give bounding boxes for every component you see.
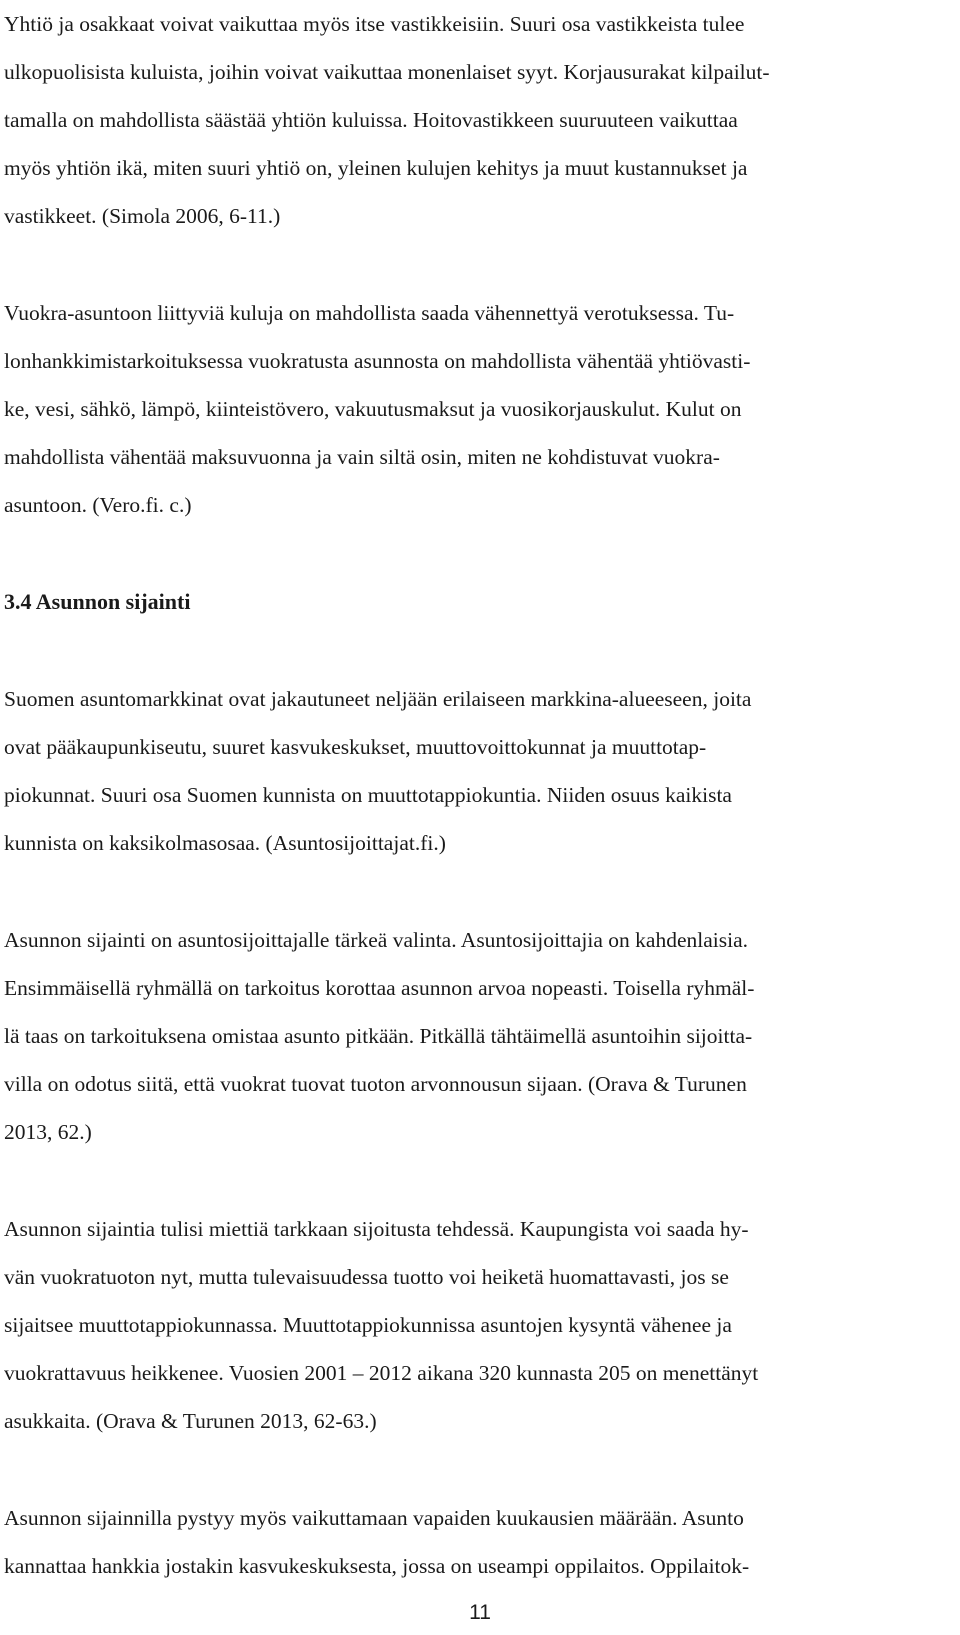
text-line: tamalla on mahdollista säästää yhtiön kuluissa. Hoitovastikkeen suuruuteen vaikuttaa bbox=[4, 108, 738, 132]
section-heading: 3.4 Asunnon sijainti bbox=[4, 589, 191, 614]
paragraph-gap bbox=[4, 1156, 934, 1205]
page-content bbox=[4, 0, 934, 1590]
paragraph-gap bbox=[4, 529, 934, 578]
paragraph-gap bbox=[4, 240, 934, 289]
text-line: ulkopuolisista kuluista, joihin voivat vaikuttaa monenlaiset syyt. Korjausurakat kilpailut- bbox=[4, 60, 770, 84]
paragraph-gap bbox=[4, 1445, 934, 1494]
text-line: kunnista on kaksikolmasosaa. (Asuntosijoittajat.fi.) bbox=[4, 831, 446, 855]
paragraph-housing-markets bbox=[4, 675, 934, 867]
text-line: mahdollista vähentää maksuvuonna ja vain siltä osin, miten ne kohdistuvat vuokra- bbox=[4, 445, 720, 469]
page-number: 11 bbox=[469, 1601, 491, 1624]
text-line: Asunnon sijainnilla pystyy myös vaikuttamaan vapaiden kuukausien määrään. Asunto bbox=[4, 1506, 744, 1530]
text-line: Asunnon sijainti on asuntosijoittajalle tärkeä valinta. Asuntosijoittajia on kahdenlaisia. bbox=[4, 928, 749, 952]
text-line: asuntoon. (Vero.fi. c.) bbox=[4, 493, 192, 517]
text-line: lä taas on tarkoituksena omistaa asunto pitkään. Pitkällä tähtäimellä asuntoihin sijoitta- bbox=[4, 1024, 753, 1048]
text-line: villa on odotus siitä, että vuokrat tuovat tuoton arvonnousun sijaan. (Orava & Turunen bbox=[4, 1072, 747, 1096]
paragraph-vacancy-months bbox=[4, 1494, 934, 1590]
text-line: Suomen asuntomarkkinat ovat jakautuneet neljään erilaiseen markkina-alueeseen, joita bbox=[4, 687, 752, 711]
paragraph-location-choice bbox=[4, 1205, 934, 1445]
text-line: vän vuokratuoton nyt, mutta tulevaisuudessa tuotto voi heiketä huomattavasti, jos se bbox=[4, 1265, 729, 1289]
text-line: piokunnat. Suuri osa Suomen kunnista on muuttotappiokuntia. Niiden osuus kaikista bbox=[4, 783, 732, 807]
text-line: asukkaita. (Orava & Turunen 2013, 62-63.) bbox=[4, 1409, 377, 1433]
text-line: vuokrattavuus heikkenee. Vuosien 2001 – 2012 aikana 320 kunnasta 205 on menettänyt bbox=[4, 1361, 759, 1385]
text-line: Asunnon sijaintia tulisi miettiä tarkkaan sijoitusta tehdessä. Kaupungista voi saada hy- bbox=[4, 1217, 749, 1241]
text-line: Yhtiö ja osakkaat voivat vaikuttaa myös itse vastikkeisiin. Suuri osa vastikkeista tulee bbox=[4, 12, 745, 36]
paragraph-tax-deductions bbox=[4, 289, 934, 529]
paragraph-gap bbox=[4, 867, 934, 916]
text-line: lonhankkimistarkoituksessa vuokratusta asunnosta on mahdollista vähentää yhtiövasti- bbox=[4, 349, 751, 373]
text-line: myös yhtiön ikä, miten suuri yhtiö on, yleinen kulujen kehitys ja muut kustannukset ja bbox=[4, 156, 748, 180]
paragraph-gap bbox=[4, 626, 934, 675]
text-line: kannattaa hankkia jostakin kasvukeskuksesta, jossa on useampi oppilaitos. Oppilaitok- bbox=[4, 1554, 750, 1578]
text-line: Vuokra-asuntoon liittyviä kuluja on mahdollista saada vähennettyä verotuksessa. Tu- bbox=[4, 301, 735, 325]
text-line: sijaitsee muuttotappiokunnassa. Muuttotappiokunnissa asuntojen kysyntä vähenee ja bbox=[4, 1313, 732, 1337]
paragraph-investor-types bbox=[4, 916, 934, 1156]
text-line: 2013, 62.) bbox=[4, 1120, 92, 1144]
text-line: ke, vesi, sähkö, lämpö, kiinteistövero, vakuutusmaksut ja vuosikorjauskulut. Kulut on bbox=[4, 397, 742, 421]
text-line: Ensimmäisellä ryhmällä on tarkoitus korottaa asunnon arvoa nopeasti. Toisella ryhmäl- bbox=[4, 976, 755, 1000]
text-line: vastikkeet. (Simola 2006, 6-11.) bbox=[4, 204, 281, 228]
paragraph-maintenance-charges bbox=[4, 0, 934, 240]
text-line: ovat pääkaupunkiseutu, suuret kasvukeskukset, muuttovoittokunnat ja muuttotap- bbox=[4, 735, 707, 759]
